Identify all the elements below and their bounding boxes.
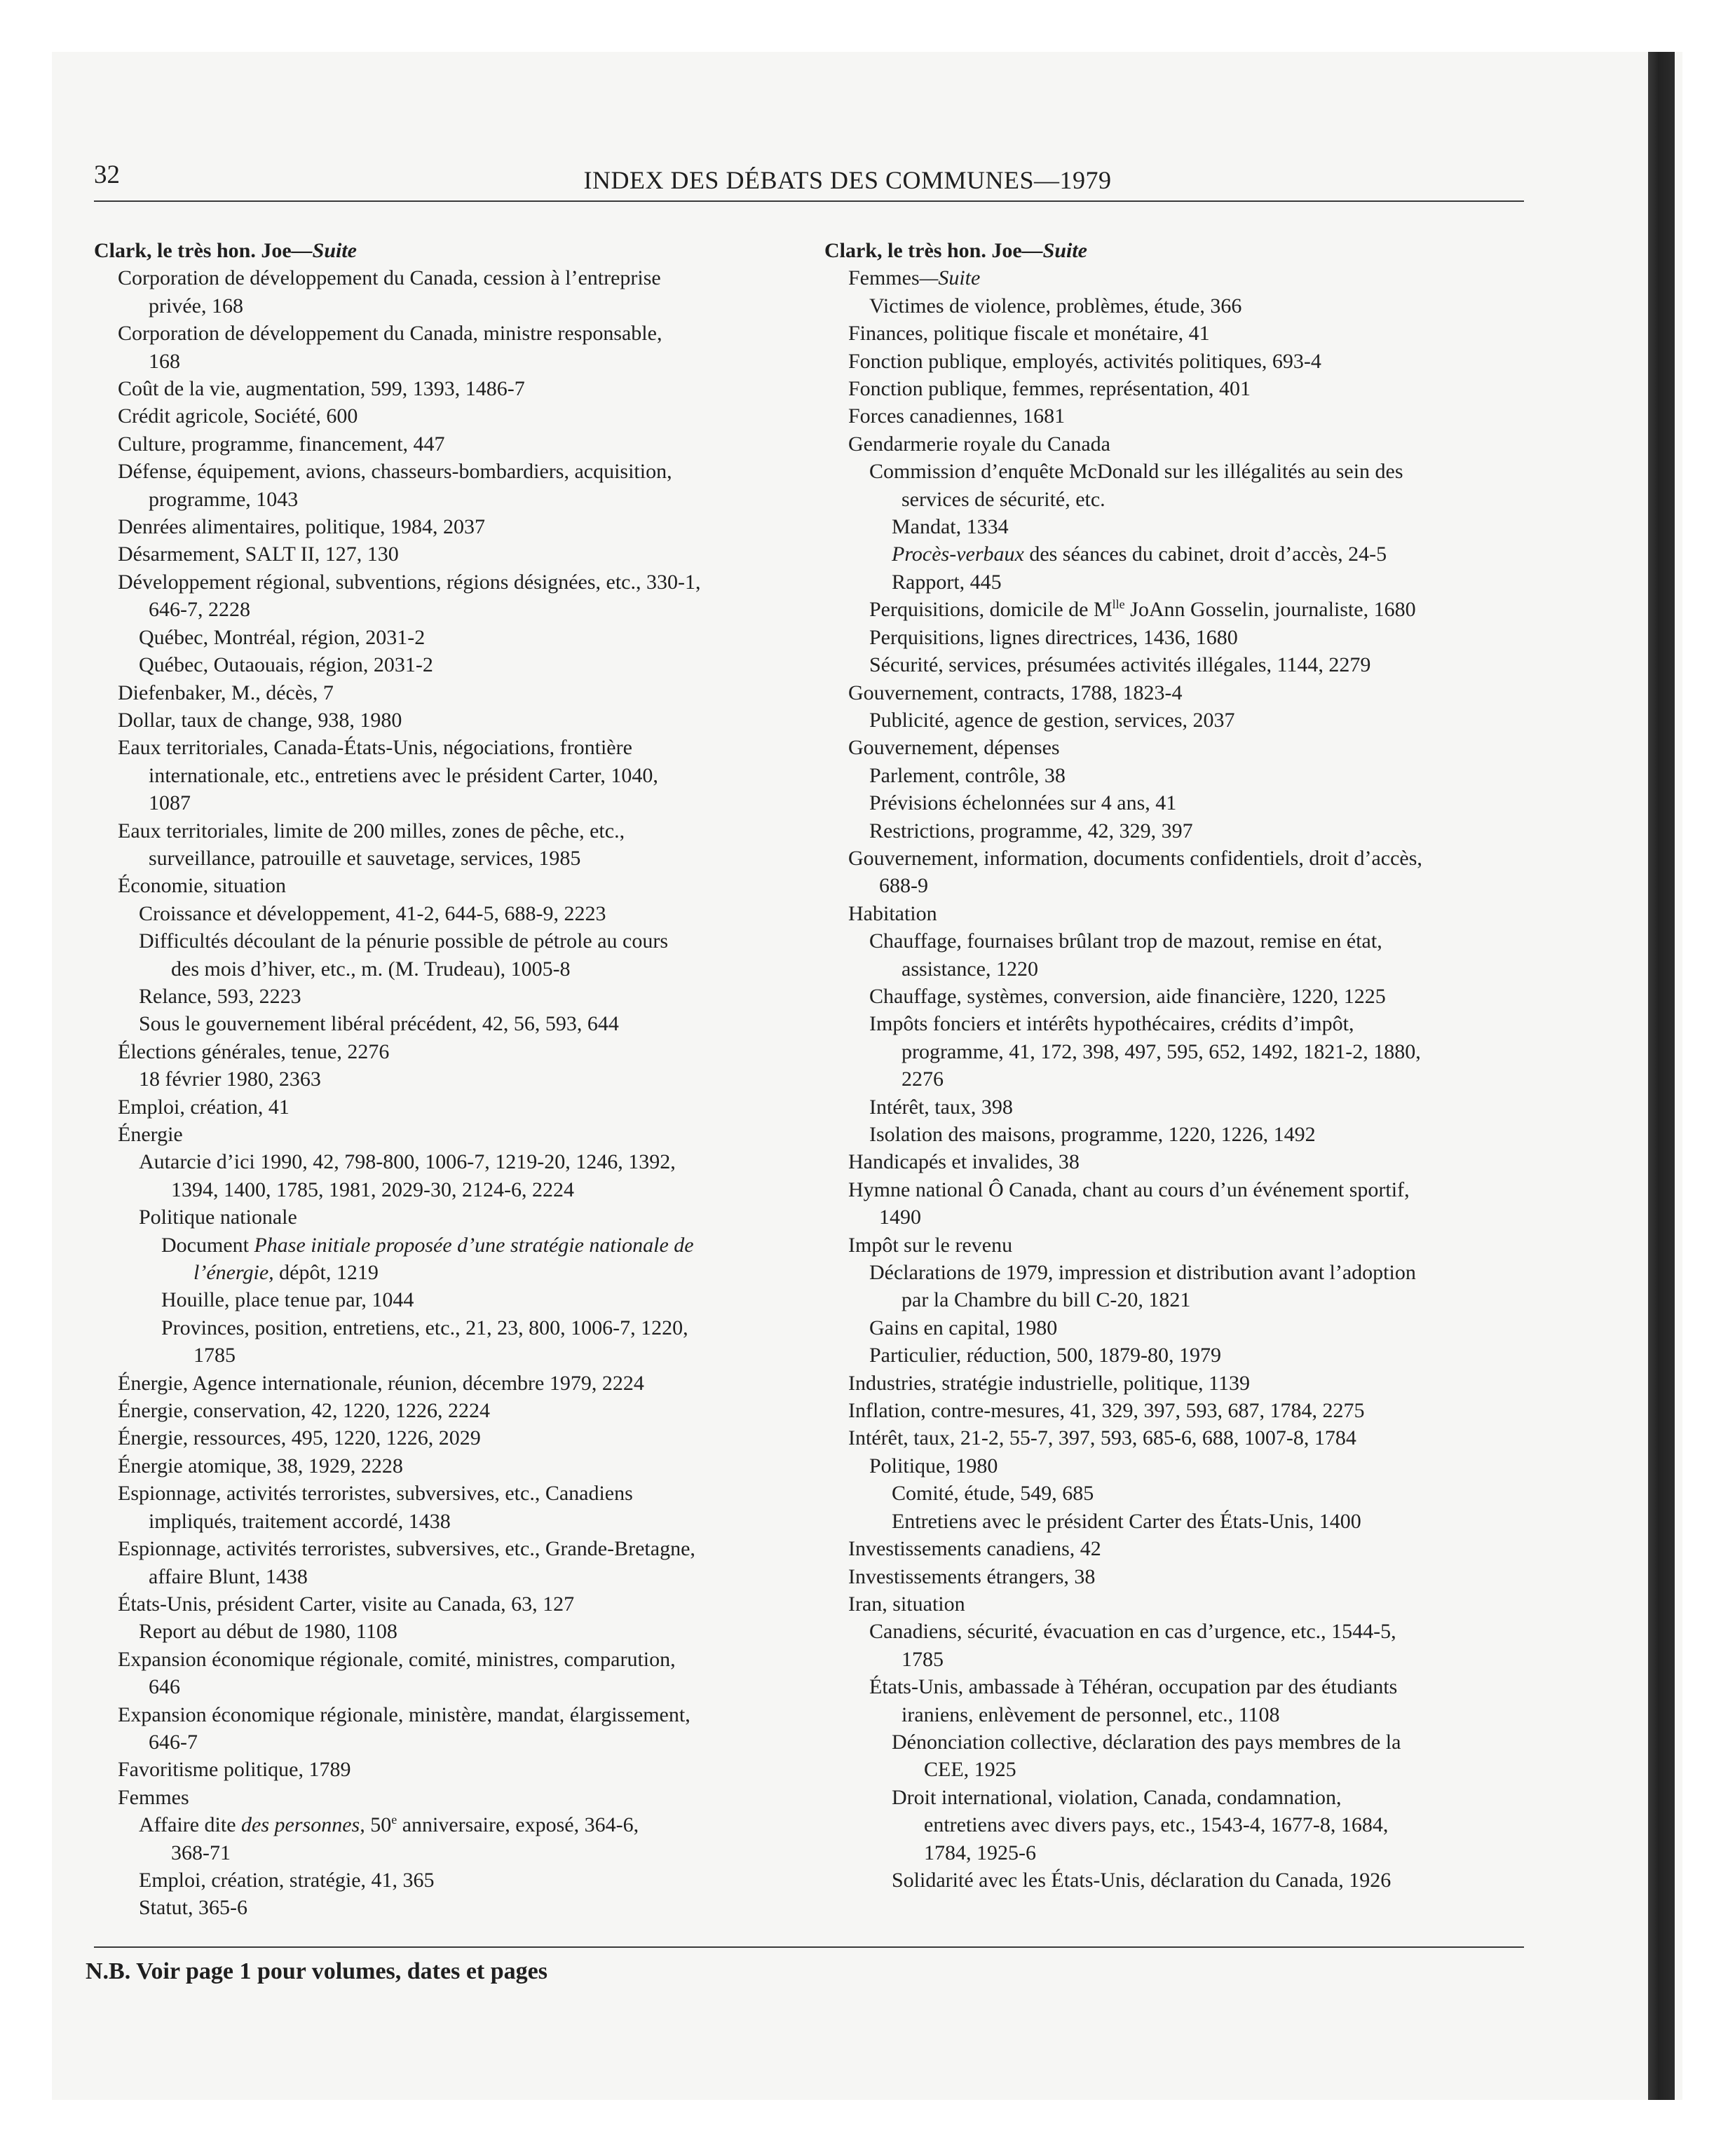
- entry-text: anniversaire, exposé, 364-6,: [397, 1813, 639, 1837]
- entry-text: programme, 41, 172, 398, 497, 595, 652, 1492, 1821-2, 1880,: [901, 1039, 1421, 1063]
- entry-superscript: e: [391, 1813, 397, 1827]
- index-entry-line: [94, 1093, 770, 1121]
- entry-text: Inflation, contre-mesures, 41, 329, 397, 593, 687, 1784, 2275: [848, 1399, 1365, 1423]
- index-entry-line: [824, 1867, 1501, 1894]
- index-entry-line: [94, 596, 770, 623]
- index-entry-line: [824, 264, 1501, 292]
- index-entry-line: [824, 1618, 1501, 1645]
- entry-italic-text: des personnes,: [241, 1813, 365, 1837]
- index-entry-line: [94, 1508, 770, 1535]
- index-entry-line: [824, 320, 1501, 347]
- entry-text: Industries, stratégie industrielle, politique, 1139: [848, 1371, 1250, 1395]
- entry-text: Chauffage, fournaises brûlant trop de mazout, remise en état,: [869, 929, 1382, 953]
- page-number: 32: [94, 161, 120, 189]
- entry-text: 646: [149, 1675, 180, 1699]
- index-entry-line: [824, 1424, 1501, 1452]
- index-entry-line: [824, 1728, 1501, 1756]
- entry-text: Investissements canadiens, 42: [848, 1537, 1101, 1561]
- entry-text: Énergie atomique, 38, 1929, 2228: [118, 1454, 403, 1478]
- index-entry-line: [824, 513, 1501, 540]
- index-entry-line: [94, 624, 770, 651]
- index-entry-line: [94, 1867, 770, 1894]
- entry-text: 1784, 1925-6: [924, 1841, 1036, 1864]
- index-entry-line: [94, 927, 770, 955]
- entry-text: Énergie, conservation, 42, 1220, 1226, 2224: [118, 1399, 491, 1423]
- entry-superscript: lle: [1112, 597, 1125, 612]
- index-entry-line: [824, 1286, 1501, 1314]
- index-entry-line: [824, 1673, 1501, 1700]
- index-entry-line: [824, 348, 1501, 375]
- entry-text: Forces canadiennes, 1681: [848, 404, 1066, 428]
- entry-text: Denrées alimentaires, politique, 1984, 2037: [118, 515, 486, 539]
- entry-text: Gouvernement, dépenses: [848, 736, 1060, 760]
- entry-text: des mois d’hiver, etc., m. (M. Trudeau), 1005-8: [171, 957, 571, 981]
- index-entry-line: [94, 1811, 770, 1838]
- entry-text: 368-71: [171, 1841, 231, 1864]
- entry-text: Gendarmerie royale du Canada: [848, 432, 1110, 456]
- index-entry-line: [824, 458, 1501, 485]
- entry-text: Économie, situation: [118, 874, 286, 898]
- index-entry-line: [94, 707, 770, 734]
- entry-text: Entretiens avec le président Carter des États-Unis, 1400: [892, 1509, 1361, 1533]
- entry-text: JoAnn Gosselin, journaliste, 1680: [1124, 598, 1416, 622]
- entry-text: Dénonciation collective, déclaration des pays membres de la: [892, 1730, 1401, 1754]
- page-title: INDEX DES DÉBATS DES COMMUNES—1979: [583, 166, 1112, 194]
- entry-text: CEE, 1925: [924, 1758, 1016, 1782]
- entry-text: Perquisitions, domicile de M: [869, 598, 1113, 622]
- entry-text: Particulier, réduction, 500, 1879-80, 1979: [869, 1344, 1222, 1367]
- index-entry-line: [94, 264, 770, 292]
- entry-italic-text: Procès-verbaux: [892, 543, 1024, 566]
- index-entry-line: [94, 1314, 770, 1342]
- index-entry-line: [824, 872, 1501, 899]
- index-entry-line: [824, 430, 1501, 458]
- index-entry-line: [824, 1176, 1501, 1203]
- index-entry-line: [94, 1148, 770, 1175]
- index-entry-line: [824, 1093, 1501, 1121]
- heading-name: Clark, le très hon. Joe: [824, 239, 1022, 262]
- entry-text: Gouvernement, information, documents confidentiels, droit d’accès,: [848, 846, 1422, 870]
- index-entry-line: [94, 1259, 770, 1286]
- header-rule: [94, 200, 1524, 202]
- entry-text: 688-9: [879, 874, 928, 898]
- index-entry-line: [824, 1231, 1501, 1259]
- entry-text: Développement régional, subventions, régions désignées, etc., 330-1,: [118, 570, 701, 594]
- entry-text: Eaux territoriales, limite de 200 milles, zones de pêche, etc.,: [118, 819, 625, 842]
- entry-text: Politique nationale: [139, 1206, 297, 1229]
- entry-text: 168: [149, 349, 180, 373]
- entry-text: iraniens, enlèvement de personnel, etc., 1108: [901, 1703, 1280, 1726]
- index-entry-line: [94, 789, 770, 817]
- entry-text: Eaux territoriales, Canada-États-Unis, négociations, frontière: [118, 736, 632, 760]
- entry-text: Déclarations de 1979, impression et distribution avant l’adoption: [869, 1261, 1416, 1285]
- index-column-left: [94, 237, 770, 1922]
- entry-text: Relance, 593, 2223: [139, 984, 301, 1008]
- index-entry-line: [94, 1590, 770, 1618]
- entry-text: États-Unis, président Carter, visite au Canada, 63, 127: [118, 1592, 575, 1616]
- entry-text: 646-7: [149, 1730, 198, 1754]
- heading-suite: —Suite: [291, 239, 357, 262]
- index-entry-line: [824, 789, 1501, 817]
- heading-name: Clark, le très hon. Joe: [94, 239, 292, 262]
- index-entry-line: [94, 1784, 770, 1811]
- index-entry-line: [824, 402, 1501, 430]
- index-entry-line: [824, 707, 1501, 734]
- entry-text: Perquisitions, lignes directrices, 1436, 1680: [869, 625, 1238, 649]
- index-entry-line: [824, 1148, 1501, 1175]
- entry-text: assistance, 1220: [901, 957, 1038, 981]
- index-entry-line: [824, 568, 1501, 596]
- entry-text: Isolation des maisons, programme, 1220, 1226, 1492: [869, 1123, 1316, 1146]
- index-entry-line: [824, 1397, 1501, 1424]
- heading-suite: —Suite: [1021, 239, 1087, 262]
- entry-text: Difficultés découlant de la pénurie possible de pétrole au cours: [139, 929, 669, 953]
- entry-heading: [94, 237, 770, 264]
- entry-text: Canadiens, sécurité, évacuation en cas d’urgence, etc., 1544-5,: [869, 1620, 1396, 1644]
- index-entry-line: [94, 292, 770, 320]
- entry-text: Intérêt, taux, 21-2, 55-7, 397, 593, 685-6, 688, 1007-8, 1784: [848, 1426, 1356, 1450]
- entry-text: Provinces, position, entretiens, etc., 21, 23, 800, 1006-7, 1220,: [161, 1316, 688, 1339]
- entry-text: Statut, 365-6: [139, 1896, 247, 1920]
- index-entry-line: [824, 900, 1501, 927]
- index-entry-line: [94, 1370, 770, 1397]
- index-entry-line: [94, 1673, 770, 1700]
- entry-text: Énergie, ressources, 495, 1220, 1226, 2029: [118, 1426, 481, 1450]
- index-entry-line: [824, 1508, 1501, 1535]
- entry-text: privée, 168: [149, 294, 243, 318]
- entry-text: Autarcie d’ici 1990, 42, 798-800, 1006-7, 1219-20, 1246, 1392,: [139, 1150, 676, 1174]
- entry-text: Croissance et développement, 41-2, 644-5, 688-9, 2223: [139, 901, 606, 925]
- index-entry-line: [94, 1894, 770, 1921]
- entry-text: Impôt sur le revenu: [848, 1233, 1013, 1257]
- index-entry-line: [824, 596, 1501, 623]
- index-entry-line: [824, 1065, 1501, 1093]
- entry-text: 50: [365, 1813, 392, 1837]
- index-entry-line: [824, 486, 1501, 513]
- entry-text: Investissements étrangers, 38: [848, 1564, 1096, 1588]
- index-entry-line: [94, 320, 770, 347]
- index-entry-line: [824, 1535, 1501, 1562]
- index-entry-line: [94, 1203, 770, 1231]
- entry-text: Solidarité avec les États-Unis, déclaration du Canada, 1926: [892, 1868, 1392, 1892]
- entry-text: 18 février 1980, 2363: [139, 1067, 321, 1091]
- entry-text: programme, 1043: [149, 487, 299, 511]
- index-entry-line: [94, 1756, 770, 1783]
- index-entry-line: [94, 679, 770, 707]
- index-entry-line: [824, 734, 1501, 761]
- entry-text: Gouvernement, contracts, 1788, 1823-4: [848, 681, 1183, 704]
- entry-text: Expansion économique régionale, ministère, mandat, élargissement,: [118, 1703, 690, 1726]
- entry-text: Femmes: [848, 266, 920, 290]
- index-entry-line: [824, 1121, 1501, 1148]
- index-entry-line: [94, 1701, 770, 1728]
- entry-text: Énergie, Agence internationale, réunion, décembre 1979, 2224: [118, 1371, 644, 1395]
- entry-text: Diefenbaker, M., décès, 7: [118, 681, 334, 704]
- entry-text: Désarmement, SALT II, 127, 130: [118, 543, 399, 566]
- entry-text: Favoritisme politique, 1789: [118, 1758, 351, 1782]
- index-entry-line: [94, 1176, 770, 1203]
- entry-text: Impôts fonciers et intérêts hypothécaires, crédits d’impôt,: [869, 1012, 1354, 1036]
- entry-text: 2276: [901, 1067, 944, 1091]
- entry-text: Emploi, création, 41: [118, 1095, 290, 1119]
- entry-text: entretiens avec divers pays, etc., 1543-4, 1677-8, 1684,: [924, 1813, 1389, 1837]
- entry-text: affaire Blunt, 1438: [149, 1564, 308, 1588]
- index-entry-line: [94, 402, 770, 430]
- entry-text: Hymne national Ô Canada, chant au cours d’un événement sportif,: [848, 1178, 1410, 1201]
- entry-italic-text: Phase initiale proposée d’une stratégie nationale de: [254, 1233, 694, 1257]
- entry-text: internationale, etc., entretiens avec le président Carter, 1040,: [149, 763, 658, 787]
- entry-text: Dollar, taux de change, 938, 1980: [118, 708, 402, 732]
- index-entry-line: [824, 1259, 1501, 1286]
- scan-edge-strip: [1648, 52, 1675, 2100]
- entry-text: 1490: [879, 1206, 921, 1229]
- index-entry-line: [824, 1811, 1501, 1838]
- index-entry-line: [94, 762, 770, 789]
- index-entry-line: [824, 817, 1501, 845]
- index-entry-line: [824, 1784, 1501, 1811]
- index-entry-line: [824, 927, 1501, 955]
- entry-text: Iran, situation: [848, 1592, 965, 1616]
- entry-text: Droit international, violation, Canada, condamnation,: [892, 1785, 1342, 1809]
- entry-text: 646-7, 2228: [149, 598, 250, 622]
- entry-heading: [824, 237, 1501, 264]
- index-entry-line: [94, 540, 770, 568]
- index-entry-line: [94, 734, 770, 761]
- entry-text: Énergie: [118, 1123, 183, 1146]
- entry-text: Victimes de violence, problèmes, étude, 366: [869, 294, 1242, 318]
- footer-note: N.B. Voir page 1 pour volumes, dates et pages: [86, 1958, 547, 1984]
- index-entry-line: [824, 983, 1501, 1010]
- index-entry-line: [824, 955, 1501, 983]
- index-entry-line: [824, 1701, 1501, 1728]
- entry-text: Restrictions, programme, 42, 329, 397: [869, 819, 1193, 842]
- entry-text: Fonction publique, femmes, représentation, 401: [848, 377, 1251, 401]
- index-entry-line: [94, 1038, 770, 1065]
- entry-text: Mandat, 1334: [892, 515, 1009, 539]
- index-entry-line: [94, 430, 770, 458]
- entry-text: Chauffage, systèmes, conversion, aide financière, 1220, 1225: [869, 984, 1386, 1008]
- entry-text: Intérêt, taux, 398: [869, 1095, 1013, 1119]
- entry-text: services de sécurité, etc.: [901, 487, 1105, 511]
- entry-text: Houille, place tenue par, 1044: [161, 1288, 414, 1312]
- entry-text: Rapport, 445: [892, 570, 1002, 594]
- entry-text: Culture, programme, financement, 447: [118, 432, 445, 456]
- index-entry-line: [94, 817, 770, 845]
- entry-text: 1087: [149, 791, 191, 815]
- index-entry-line: [94, 1397, 770, 1424]
- index-entry-line: [94, 568, 770, 596]
- entry-text: Sous le gouvernement libéral précédent, 42, 56, 593, 644: [139, 1012, 619, 1036]
- index-entry-line: [824, 679, 1501, 707]
- index-entry-line: [94, 458, 770, 485]
- entry-text: Habitation: [848, 901, 937, 925]
- entry-text: par la Chambre du bill C-20, 1821: [901, 1288, 1191, 1312]
- entry-text: Expansion économique régionale, comité, ministres, comparution,: [118, 1647, 676, 1671]
- index-entry-line: [824, 292, 1501, 320]
- index-entry-line: [824, 1342, 1501, 1369]
- entry-text: Prévisions échelonnées sur 4 ans, 41: [869, 791, 1177, 815]
- entry-text: Commission d’enquête McDonald sur les illégalités au sein des: [869, 460, 1403, 484]
- index-entry-line: [94, 513, 770, 540]
- entry-text: Défense, équipement, avions, chasseurs-bombardiers, acquisition,: [118, 460, 672, 484]
- entry-text: Emploi, création, stratégie, 41, 365: [139, 1868, 435, 1892]
- entry-text: Élections générales, tenue, 2276: [118, 1039, 390, 1063]
- entry-text: Crédit agricole, Société, 600: [118, 404, 358, 428]
- index-entry-line: [824, 1203, 1501, 1231]
- entry-text: Fonction publique, employés, activités politiques, 693-4: [848, 349, 1321, 373]
- index-entry-line: [824, 375, 1501, 402]
- entry-text: Gains en capital, 1980: [869, 1316, 1058, 1339]
- entry-text: Corporation de développement du Canada, ministre responsable,: [118, 322, 662, 346]
- index-entry-line: [824, 845, 1501, 872]
- index-entry-line: [824, 1646, 1501, 1673]
- index-entry-line: [824, 1756, 1501, 1783]
- entry-text: Sécurité, services, présumées activités illégales, 1144, 2279: [869, 653, 1371, 677]
- entry-text: 1785: [901, 1647, 944, 1671]
- index-entries-left: [94, 264, 770, 1921]
- index-entry-line: [94, 845, 770, 872]
- entry-text: surveillance, patrouille et sauvetage, services, 1985: [149, 846, 581, 870]
- index-entry-line: [94, 486, 770, 513]
- entry-text: Politique, 1980: [869, 1454, 998, 1478]
- entry-italic-text: l’énergie,: [193, 1261, 274, 1285]
- index-entry-line: [94, 348, 770, 375]
- index-entry-line: [94, 1728, 770, 1756]
- index-entry-line: [94, 375, 770, 402]
- index-entry-line: [94, 1286, 770, 1314]
- index-entry-line: [94, 1065, 770, 1093]
- index-entry-line: [824, 1038, 1501, 1065]
- index-entries-right: [824, 264, 1501, 1894]
- entry-italic-text: —Suite: [919, 266, 981, 290]
- entry-text: Espionnage, activités terroristes, subversives, etc., Grande-Bretagne,: [118, 1537, 695, 1561]
- index-entry-line: [94, 983, 770, 1010]
- index-entry-line: [824, 1480, 1501, 1507]
- index-entry-line: [824, 1010, 1501, 1037]
- entry-text: dépôt, 1219: [273, 1261, 379, 1285]
- index-entry-line: [824, 1314, 1501, 1342]
- index-entry-line: [824, 1452, 1501, 1480]
- index-entry-line: [94, 955, 770, 983]
- index-entry-line: [824, 1370, 1501, 1397]
- index-entry-line: [824, 762, 1501, 789]
- entry-text: Québec, Outaouais, région, 2031-2: [139, 653, 433, 677]
- entry-text: Handicapés et invalides, 38: [848, 1150, 1080, 1174]
- index-entry-line: [94, 1618, 770, 1645]
- entry-text: Finances, politique fiscale et monétaire, 41: [848, 322, 1210, 346]
- index-entry-line: [94, 1121, 770, 1148]
- index-entry-line: [824, 1590, 1501, 1618]
- entry-text: des séances du cabinet, droit d’accès, 24-5: [1023, 543, 1387, 566]
- index-entry-line: [94, 1480, 770, 1507]
- entry-text: Parlement, contrôle, 38: [869, 763, 1066, 787]
- index-entry-line: [94, 872, 770, 899]
- index-entry-line: [94, 1535, 770, 1562]
- index-entry-line: [94, 900, 770, 927]
- index-entry-line: [94, 1231, 770, 1259]
- entry-text: impliqués, traitement accordé, 1438: [149, 1509, 451, 1533]
- page-header: [94, 160, 1524, 202]
- index-entry-line: [94, 1646, 770, 1673]
- entry-text: Comité, étude, 549, 685: [892, 1482, 1094, 1506]
- index-entry-line: [94, 1563, 770, 1590]
- entry-text: 1785: [193, 1344, 236, 1367]
- entry-text: Québec, Montréal, région, 2031-2: [139, 625, 426, 649]
- index-entry-line: [94, 1010, 770, 1037]
- entry-text: Corporation de développement du Canada, cession à l’entreprise: [118, 266, 661, 290]
- entry-text: Report au début de 1980, 1108: [139, 1620, 397, 1644]
- index-entry-line: [824, 1563, 1501, 1590]
- index-entry-line: [824, 1839, 1501, 1867]
- index-entry-line: [94, 1452, 770, 1480]
- entry-text: Femmes: [118, 1785, 189, 1809]
- footer-rule: [94, 1946, 1524, 1948]
- entry-text: Document: [161, 1233, 254, 1257]
- index-column-right: [824, 237, 1501, 1894]
- index-entry-line: [824, 624, 1501, 651]
- index-entry-line: [94, 1342, 770, 1369]
- index-entry-line: [824, 540, 1501, 568]
- entry-text: Espionnage, activités terroristes, subversives, etc., Canadiens: [118, 1482, 633, 1506]
- entry-text: Coût de la vie, augmentation, 599, 1393, 1486-7: [118, 377, 525, 401]
- entry-text: 1394, 1400, 1785, 1981, 2029-30, 2124-6, 2224: [171, 1178, 574, 1201]
- index-entry-line: [94, 1424, 770, 1452]
- entry-text: Publicité, agence de gestion, services, 2037: [869, 708, 1235, 732]
- index-entry-line: [94, 1839, 770, 1867]
- entry-text: Affaire dite: [139, 1813, 242, 1837]
- index-entry-line: [94, 651, 770, 678]
- entry-text: États-Unis, ambassade à Téhéran, occupation par des étudiants: [869, 1675, 1398, 1699]
- index-entry-line: [824, 651, 1501, 678]
